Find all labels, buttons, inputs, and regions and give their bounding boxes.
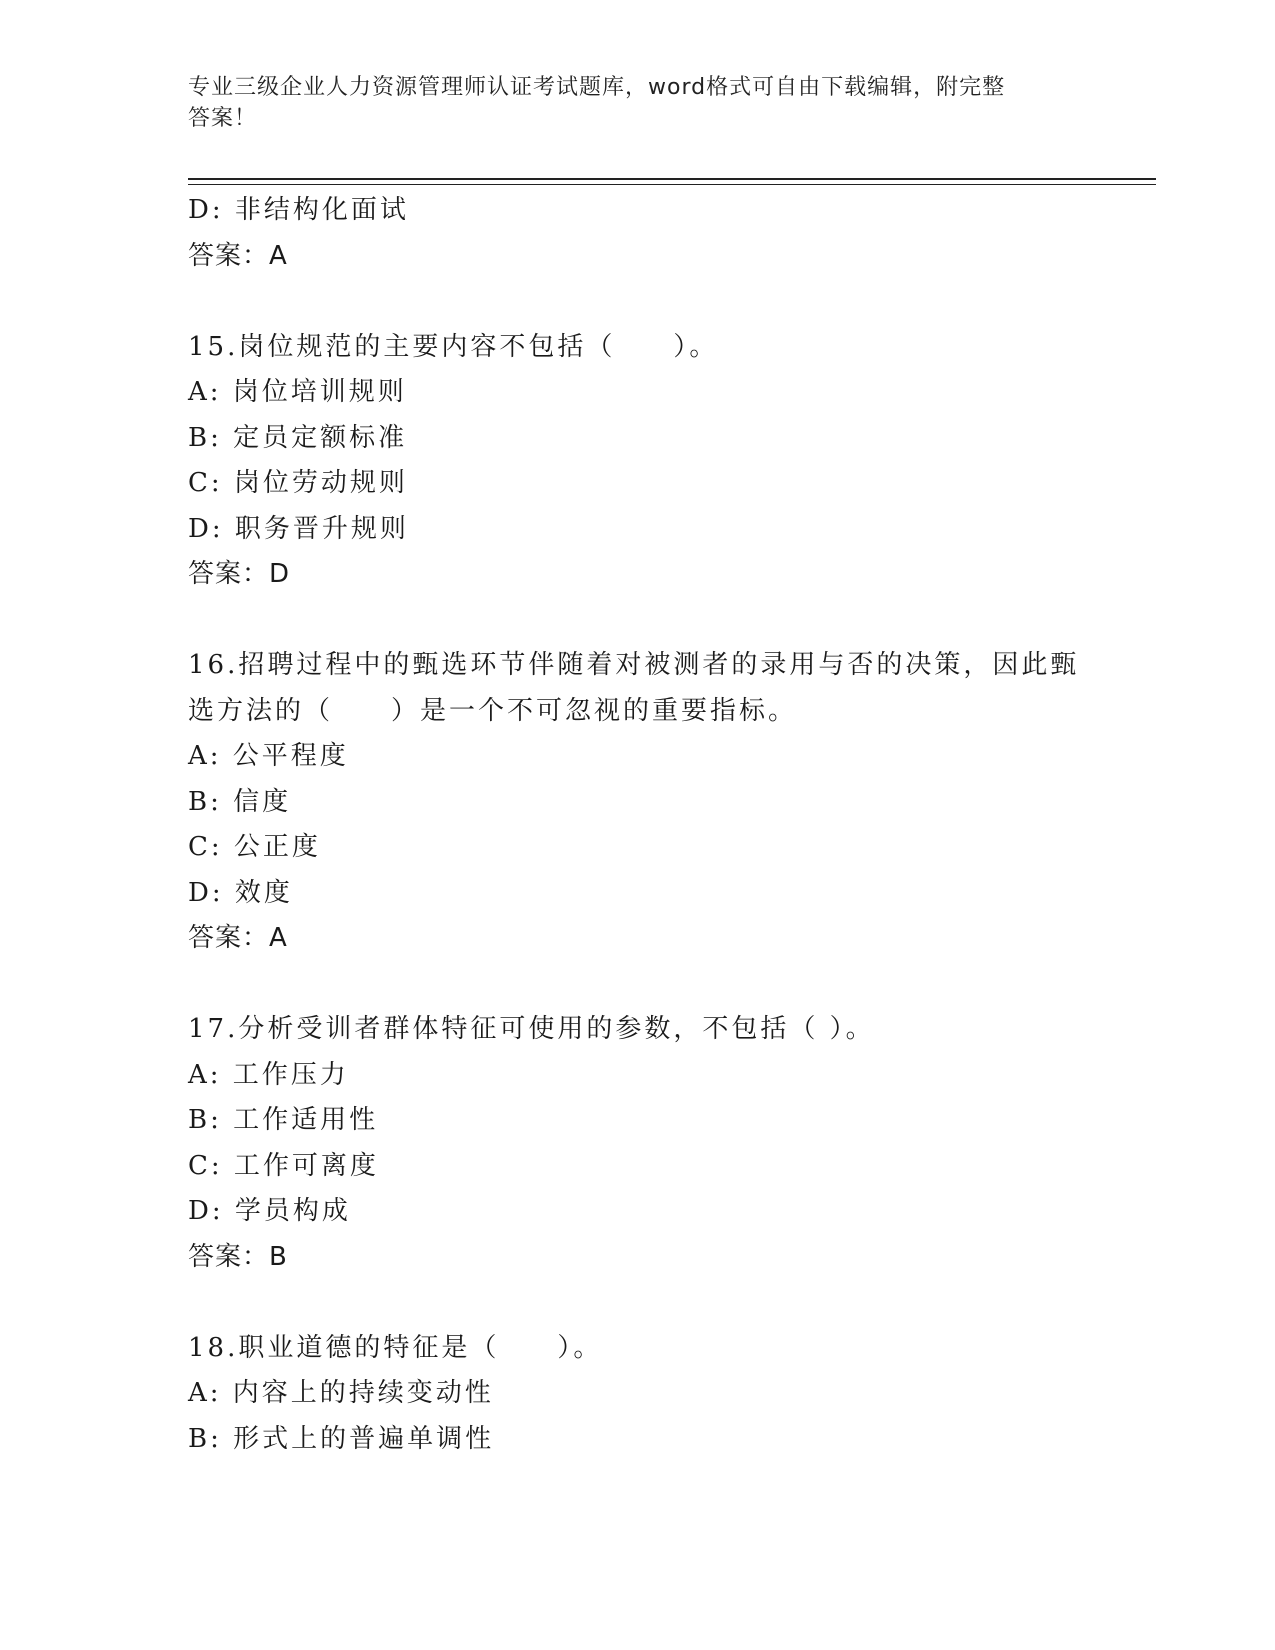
- option-b: B: 工作适用性: [188, 1105, 379, 1135]
- document-header: [188, 72, 1068, 134]
- question-stem: 16.招聘过程中的甄选环节伴随着对被测者的录用与否的决策，因此甄: [188, 650, 1080, 680]
- answer-line: 答案：D: [188, 559, 291, 589]
- question-15: [188, 325, 1088, 598]
- option-c: C: 工作可离度: [188, 1150, 379, 1181]
- header-divider-thick: [188, 178, 1156, 180]
- header-line-2: 答案！: [188, 106, 258, 131]
- option-b: B: 信度: [188, 786, 292, 817]
- header-line-1: 专业三级企业人力资源管理师认证考试题库，word格式可自由下载编辑，附完整: [188, 75, 1006, 100]
- option-d: D: 职务晋升规则: [188, 513, 409, 544]
- option-c: C: 岗位劳动规则: [188, 468, 408, 498]
- question-stem-continued: 选方法的（ ）是一个不可忽视的重要指标。: [188, 695, 798, 726]
- option-a: A: 岗位培训规则: [188, 377, 407, 407]
- spacer: [188, 598, 1088, 644]
- answer-line: 答案：A: [188, 240, 288, 271]
- question-stem: 17.分析受训者群体特征可使用的参数，不包括（ ）。: [188, 1014, 875, 1044]
- question-18: [188, 1326, 1088, 1463]
- answer-line: 答案：A: [188, 923, 288, 953]
- option-b: B: 形式上的普遍单调性: [188, 1423, 495, 1454]
- header-divider-thin: [188, 184, 1156, 185]
- option-d: D: 效度: [188, 877, 293, 908]
- option-c: C: 公正度: [188, 832, 321, 862]
- option-a: A: 工作压力: [188, 1059, 349, 1090]
- answer-line: 答案：B: [188, 1241, 288, 1272]
- option-b: B: 定员定额标准: [188, 422, 408, 453]
- question-17: [188, 1007, 1088, 1280]
- question-stem: 18.职业道德的特征是（ ）。: [188, 1332, 603, 1363]
- question-stem: 15.岗位规范的主要内容不包括（ ）。: [188, 331, 719, 362]
- option-a: A: 公平程度: [188, 741, 349, 771]
- spacer: [188, 279, 1088, 325]
- option-a: A: 内容上的持续变动性: [188, 1378, 494, 1408]
- question-list: [188, 188, 1088, 1462]
- spacer: [188, 962, 1088, 1008]
- option-d: D: 学员构成: [188, 1196, 351, 1226]
- question-16: [188, 643, 1088, 962]
- option-d: D: 非结构化面试: [188, 195, 409, 225]
- spacer: [188, 1280, 1088, 1326]
